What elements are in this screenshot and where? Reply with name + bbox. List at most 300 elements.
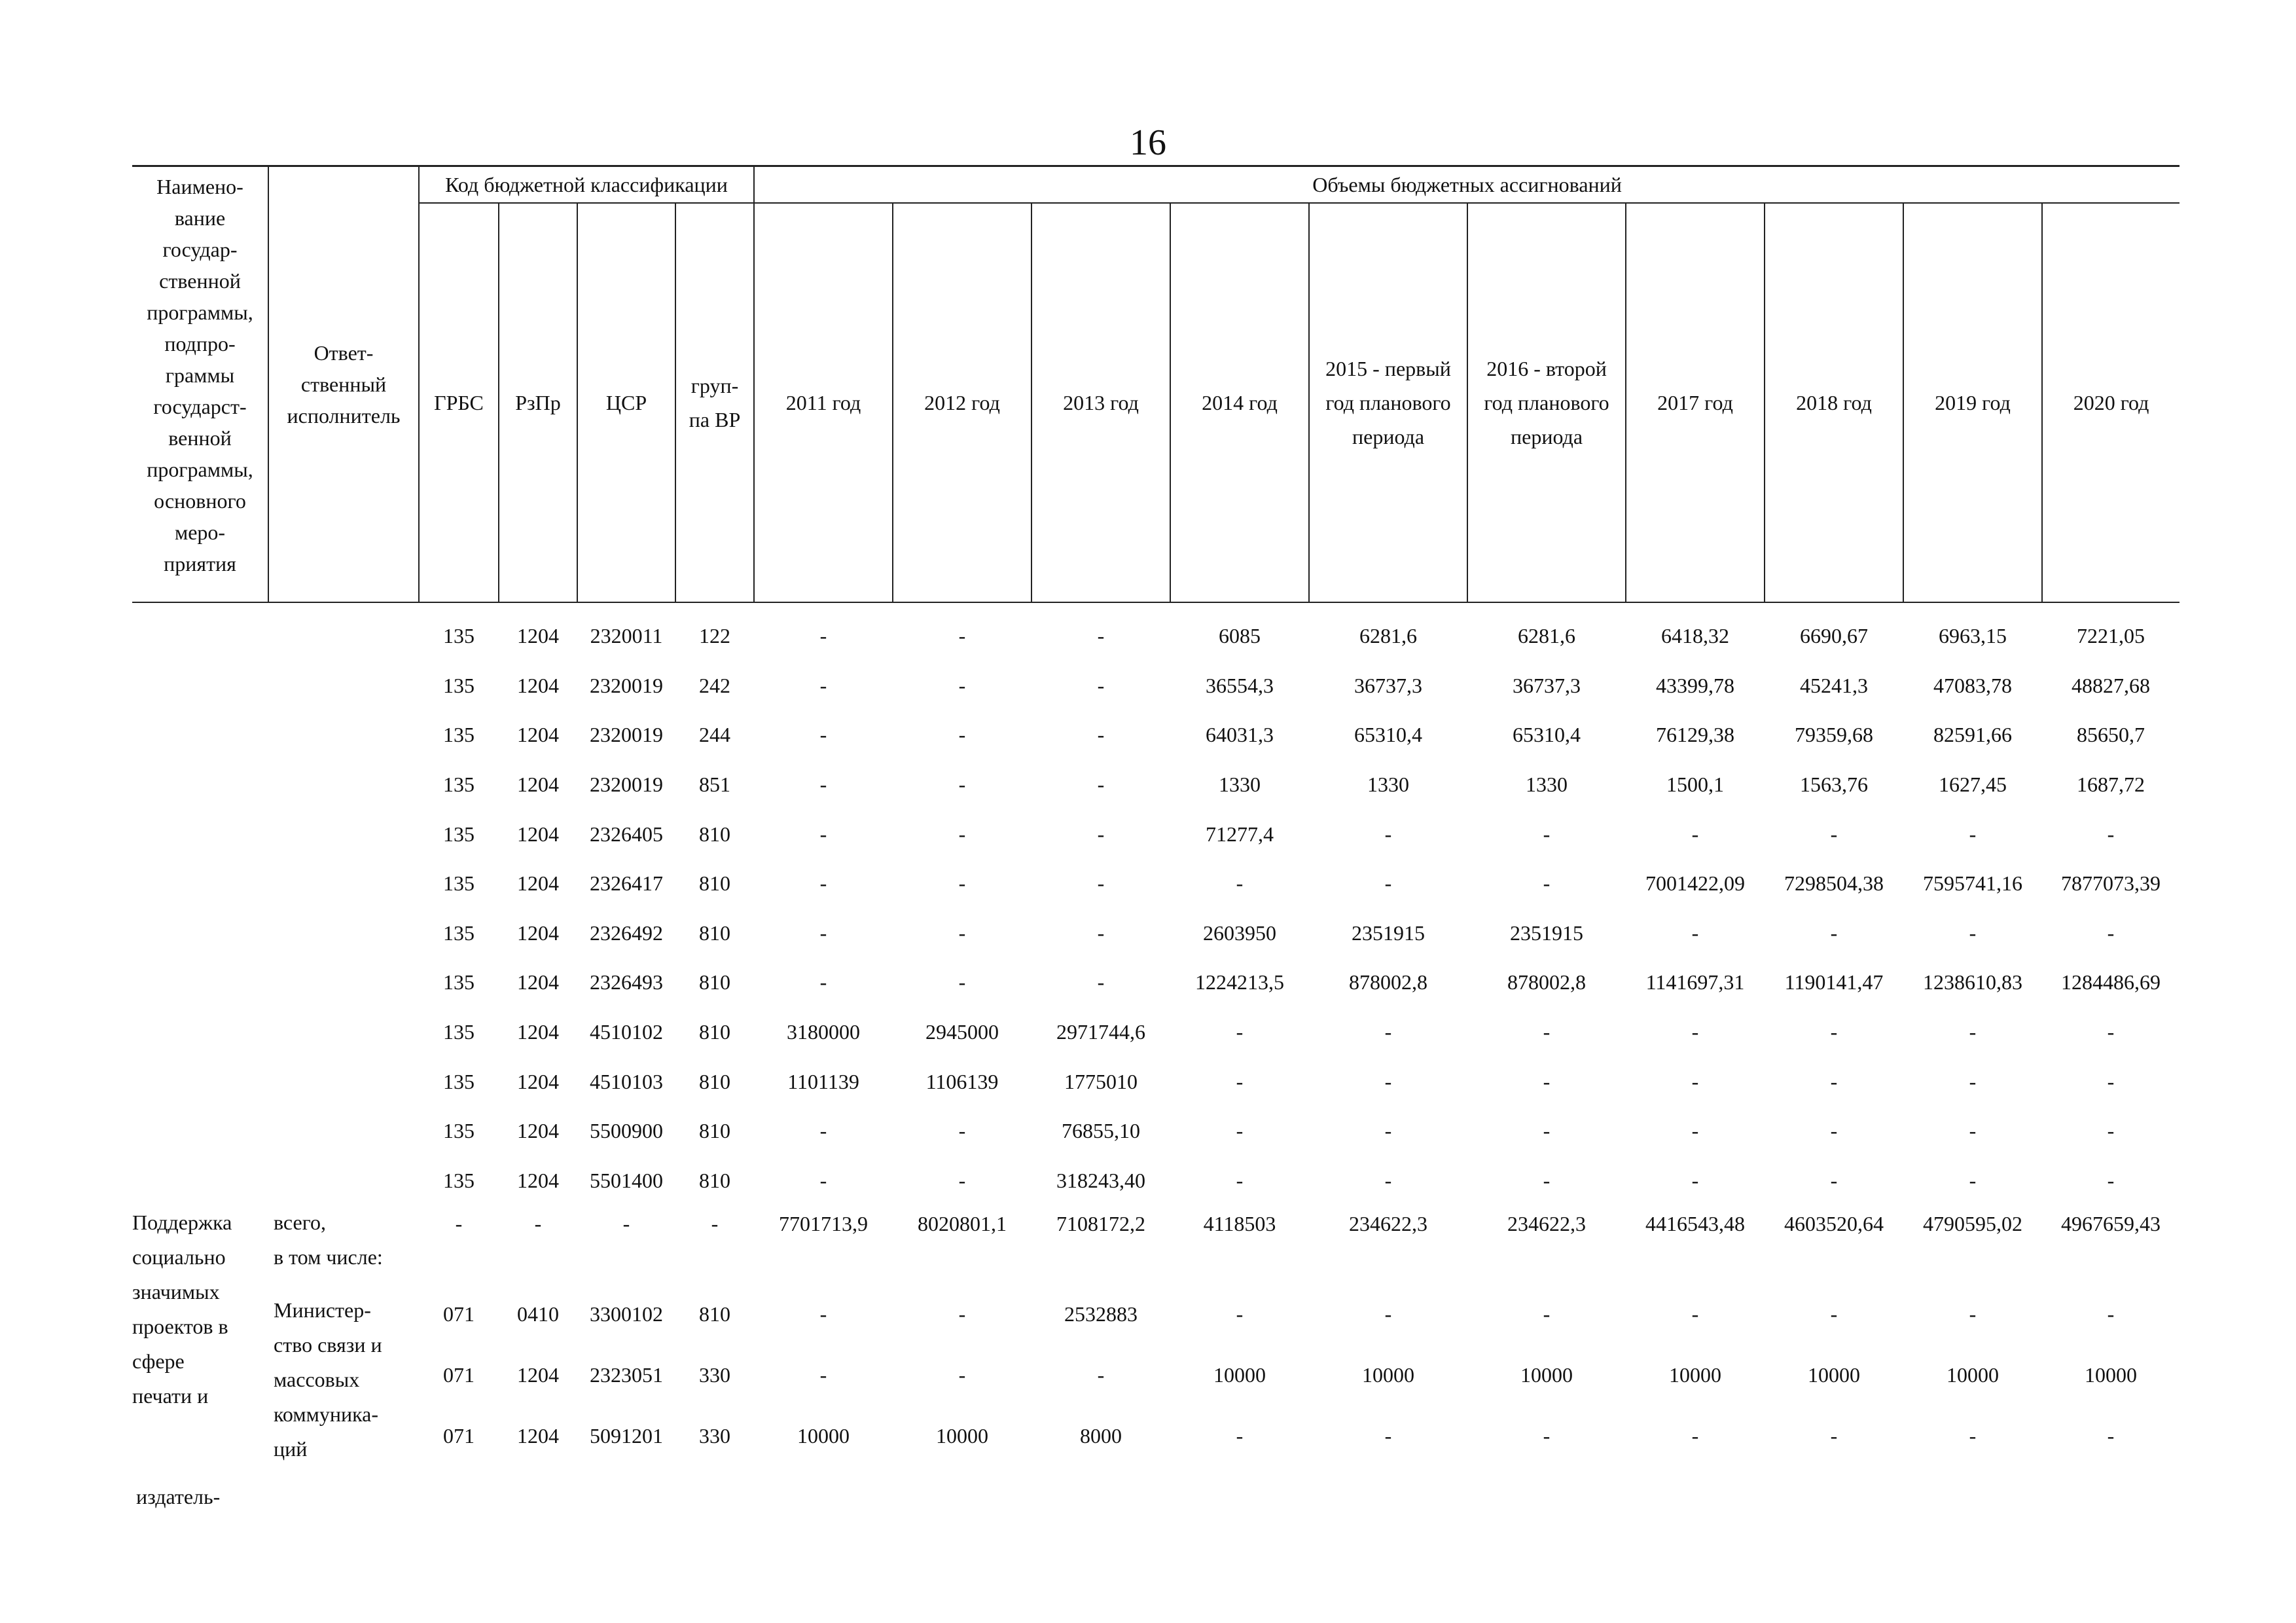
- table-cell: 1775010: [1064, 1069, 1138, 1093]
- table-cell: 2351915: [1510, 921, 1583, 945]
- table-cell: 7595741,16: [1923, 871, 2022, 896]
- table-cell: 2326493: [590, 970, 663, 994]
- empty-exec-cell: [268, 1106, 419, 1156]
- table-row: [132, 958, 2179, 1008]
- table-cell: 7877073,39: [2061, 871, 2161, 896]
- table-cell: 5091201: [590, 1424, 663, 1448]
- table-cell: -: [1097, 822, 1105, 846]
- table-cell: 1224213,5: [1195, 970, 1284, 994]
- header-year-col: [893, 203, 1031, 602]
- table-cell: 810: [699, 1302, 730, 1326]
- table-cell: 1204: [517, 1424, 559, 1448]
- table-cell: 1204: [517, 624, 559, 648]
- table-cell: 810: [699, 970, 730, 994]
- table-cell: 2320019: [590, 723, 663, 747]
- text-line: 2016 - второй: [1486, 357, 1607, 380]
- table-cell: -: [958, 1302, 966, 1326]
- empty-name-cell: [132, 611, 268, 661]
- table-cell: 48827,68: [2072, 673, 2150, 697]
- text-line: ций: [274, 1437, 308, 1461]
- table-cell: 810: [699, 921, 730, 945]
- text-line: периода: [1352, 425, 1425, 448]
- table-cell: 5501400: [590, 1168, 663, 1192]
- table-cell: 810: [699, 871, 730, 896]
- table-cell: -: [1236, 1302, 1244, 1326]
- header-code-col: [577, 203, 675, 602]
- table-cell: 244: [699, 723, 730, 747]
- table-cell: 6418,32: [1661, 624, 1729, 648]
- table-cell: -: [819, 1363, 827, 1387]
- table-cell: 1204: [517, 1069, 559, 1093]
- header-year-col: [1626, 203, 1765, 602]
- table-cell: 10000: [797, 1424, 850, 1448]
- table-cell: 2326405: [590, 822, 663, 846]
- table-cell: -: [819, 970, 827, 994]
- table-cell: 135: [443, 1069, 475, 1093]
- empty-exec-cell: [268, 1156, 419, 1206]
- text-line: ство связи и: [274, 1333, 382, 1357]
- text-line: исполнитель: [287, 404, 401, 428]
- header-year-col: [1903, 203, 2042, 602]
- header-code-group: Код бюджетной классификации: [419, 166, 754, 204]
- text-line: венной: [168, 426, 232, 450]
- table-cell: -: [1691, 1069, 1699, 1093]
- empty-name-cell: [132, 710, 268, 760]
- table-cell: 135: [443, 921, 475, 945]
- table-cell: 1204: [517, 871, 559, 896]
- table-cell: 135: [443, 970, 475, 994]
- table-cell: 135: [443, 673, 475, 697]
- table-cell: 330: [699, 1424, 730, 1448]
- table-cell: 2323051: [590, 1363, 663, 1387]
- table-cell: -: [1691, 1424, 1699, 1448]
- table-cell: 1204: [517, 1363, 559, 1387]
- table-row: [132, 1406, 2179, 1467]
- header-volume-group: Объемы бюджетных ассигнований: [754, 166, 2179, 204]
- table-cell: -: [958, 723, 966, 747]
- program-name-continued: издатель-: [136, 1485, 221, 1508]
- table-cell: 10000: [1808, 1363, 1860, 1387]
- table-cell: -: [958, 773, 966, 797]
- table-cell: 36737,3: [1513, 673, 1581, 697]
- table-cell: 4118503: [1203, 1212, 1276, 1236]
- table-cell: -: [958, 970, 966, 994]
- table-cell: 85650,7: [2077, 723, 2145, 747]
- table-row: [132, 661, 2179, 711]
- table-cell: -: [1830, 1119, 1838, 1143]
- table-cell: 76855,10: [1062, 1119, 1140, 1143]
- table-cell: -: [1384, 1119, 1392, 1143]
- table-cell: 2320019: [590, 773, 663, 797]
- table-cell: -: [819, 871, 827, 896]
- table-cell: 4967659,43: [2061, 1212, 2161, 1236]
- text-line: программы,: [147, 301, 253, 324]
- header-year-col: [1467, 203, 1626, 602]
- header-year-col: [1170, 203, 1309, 602]
- table-cell: -: [1691, 1020, 1699, 1044]
- table-cell: 7701713,9: [779, 1212, 868, 1236]
- table-cell: 135: [443, 1119, 475, 1143]
- text-line: государст-: [153, 395, 247, 418]
- empty-name-cell: [132, 1008, 268, 1057]
- table-cell: -: [455, 1212, 463, 1236]
- text-line: год планового: [1484, 391, 1609, 414]
- empty-name-cell: [132, 1057, 268, 1106]
- table-cell: -: [1384, 1020, 1392, 1044]
- table-cell: 4416543,48: [1645, 1212, 1745, 1236]
- text-line: 2012 год: [924, 391, 1000, 414]
- table-cell: 135: [443, 773, 475, 797]
- header-code-col: [499, 203, 577, 602]
- text-line: 2014 год: [1202, 391, 1278, 414]
- table-row: [132, 1106, 2179, 1156]
- table-cell: 4790595,02: [1923, 1212, 2022, 1236]
- text-line: приятия: [164, 552, 236, 575]
- table-cell: -: [1830, 822, 1838, 846]
- table-cell: 47083,78: [1933, 673, 2012, 697]
- table-row: [132, 1205, 2179, 1284]
- table-cell: 6281,6: [1359, 624, 1417, 648]
- table-cell: -: [2107, 1168, 2115, 1192]
- page-number: 16: [1130, 122, 1166, 163]
- table-cell: -: [1384, 1168, 1392, 1192]
- table-cell: -: [1236, 1069, 1244, 1093]
- table-cell: -: [958, 624, 966, 648]
- table-cell: 135: [443, 723, 475, 747]
- table-cell: 65310,4: [1513, 723, 1581, 747]
- table-cell: 810: [699, 1069, 730, 1093]
- table-cell: 1330: [1219, 773, 1261, 797]
- table-cell: -: [1969, 1302, 1977, 1326]
- text-line: па ВР: [689, 408, 741, 431]
- table-cell: -: [1969, 1020, 1977, 1044]
- table-cell: 3300102: [590, 1302, 663, 1326]
- table-cell: 0410: [517, 1302, 559, 1326]
- text-line: ЦСР: [605, 391, 647, 414]
- table-cell: 1330: [1367, 773, 1409, 797]
- table-cell: 4510102: [590, 1020, 663, 1044]
- table-cell: 1101139: [787, 1069, 859, 1093]
- table-row: [132, 760, 2179, 810]
- table-cell: -: [1236, 1168, 1244, 1192]
- table-cell: 1627,45: [1939, 773, 2007, 797]
- table-cell: 2320011: [590, 624, 663, 648]
- header-year-col: [1765, 203, 1903, 602]
- table-cell: 10000: [936, 1424, 988, 1448]
- table-cell: 135: [443, 822, 475, 846]
- table-cell: 135: [443, 1168, 475, 1192]
- table-cell: -: [1543, 1020, 1551, 1044]
- table-cell: -: [2107, 1020, 2115, 1044]
- table-cell: -: [1236, 1424, 1244, 1448]
- table-cell: 2971744,6: [1056, 1020, 1145, 1044]
- table-cell: 1141697,31: [1645, 970, 1745, 994]
- empty-exec-cell: [268, 859, 419, 909]
- data-table: [132, 611, 2179, 1467]
- table-cell: -: [819, 1302, 827, 1326]
- table-cell: 76129,38: [1656, 723, 1734, 747]
- text-line: 2015 - первый: [1325, 357, 1451, 380]
- text-line: социально: [132, 1245, 226, 1269]
- table-cell: -: [2107, 1424, 2115, 1448]
- text-line: РзПр: [515, 391, 561, 414]
- table-cell: 242: [699, 673, 730, 697]
- table-cell: 1563,76: [1800, 773, 1868, 797]
- header-name-column: [132, 166, 268, 603]
- table-cell: 135: [443, 871, 475, 896]
- table-cell: 64031,3: [1206, 723, 1274, 747]
- table-cell: -: [958, 1363, 966, 1387]
- empty-name-cell: [132, 909, 268, 958]
- table-cell: -: [1691, 822, 1699, 846]
- table-cell: 2320019: [590, 673, 663, 697]
- table-cell: 2351915: [1352, 921, 1425, 945]
- table-cell: -: [819, 773, 827, 797]
- table-cell: -: [1236, 871, 1244, 896]
- table-cell: 810: [699, 1020, 730, 1044]
- table-cell: -: [1097, 921, 1105, 945]
- text-line: печати и: [132, 1384, 209, 1408]
- table-cell: -: [1384, 1069, 1392, 1093]
- table-cell: -: [819, 822, 827, 846]
- table-row: [132, 1345, 2179, 1406]
- table-cell: -: [1969, 822, 1977, 846]
- text-line: государ-: [162, 238, 238, 261]
- text-line: коммуника-: [274, 1402, 378, 1427]
- empty-exec-cell: [268, 1057, 419, 1106]
- table-cell: 810: [699, 1119, 730, 1143]
- text-line: год планового: [1325, 391, 1451, 414]
- table-cell: 5500900: [590, 1119, 663, 1143]
- text-line: значимых: [132, 1280, 220, 1304]
- table-cell: -: [622, 1212, 630, 1236]
- empty-name-cell: [132, 859, 268, 909]
- header-code-col: [675, 203, 754, 602]
- table-cell: -: [819, 1119, 827, 1143]
- table-row: [132, 1156, 2179, 1206]
- table-cell: 122: [699, 624, 730, 648]
- table-cell: 1204: [517, 773, 559, 797]
- table-cell: 1204: [517, 673, 559, 697]
- table-cell: -: [819, 673, 827, 697]
- table-cell: 1204: [517, 822, 559, 846]
- text-line: ГРБС: [434, 391, 484, 414]
- table-cell: 1204: [517, 1020, 559, 1044]
- table-cell: 10000: [1213, 1363, 1266, 1387]
- table-row: [132, 859, 2179, 909]
- table-cell: 43399,78: [1656, 673, 1734, 697]
- text-line: меро-: [174, 520, 226, 544]
- header-year-col: [2042, 203, 2179, 602]
- table-cell: -: [1969, 1168, 1977, 1192]
- table-cell: 1204: [517, 1168, 559, 1192]
- table-cell: 6963,15: [1939, 624, 2007, 648]
- text-line: Министер-: [274, 1298, 371, 1322]
- table-cell: -: [2107, 1069, 2115, 1093]
- text-line: основного: [154, 489, 246, 513]
- table-cell: 2326492: [590, 921, 663, 945]
- table-cell: -: [819, 723, 827, 747]
- text-line: сфере: [132, 1349, 185, 1374]
- table-cell: 71277,4: [1206, 822, 1274, 846]
- text-line: в том числе:: [274, 1245, 383, 1269]
- text-line: 2019 год: [1935, 391, 2011, 414]
- header-year-col: [754, 203, 893, 602]
- table-cell: -: [1830, 921, 1838, 945]
- table-cell: 7221,05: [2077, 624, 2145, 648]
- table-row: [132, 1057, 2179, 1106]
- table-cell: -: [958, 921, 966, 945]
- table-cell: -: [2107, 822, 2115, 846]
- table-cell: -: [1236, 1119, 1244, 1143]
- table-cell: -: [1384, 1424, 1392, 1448]
- table-cell: 878002,8: [1349, 970, 1427, 994]
- table-cell: -: [534, 1212, 542, 1236]
- table-cell: -: [1543, 871, 1551, 896]
- table-cell: 8000: [1080, 1424, 1122, 1448]
- table-cell: -: [1543, 1424, 1551, 1448]
- table-cell: 1204: [517, 921, 559, 945]
- table-cell: -: [1384, 871, 1392, 896]
- table-cell: 1106139: [925, 1069, 999, 1093]
- table-cell: -: [1543, 1069, 1551, 1093]
- table-cell: -: [1097, 970, 1105, 994]
- table-cell: 851: [699, 773, 730, 797]
- table-cell: 2945000: [925, 1020, 999, 1044]
- table-cell: -: [711, 1212, 719, 1236]
- table-cell: 36737,3: [1354, 673, 1422, 697]
- table-cell: 10000: [1362, 1363, 1414, 1387]
- header-table: [132, 165, 2179, 603]
- empty-exec-cell: [268, 760, 419, 810]
- table-cell: -: [958, 673, 966, 697]
- text-line: всего,: [274, 1211, 327, 1235]
- table-cell: 3180000: [787, 1020, 860, 1044]
- table-cell: -: [819, 1168, 827, 1192]
- table-cell: 4510103: [590, 1069, 663, 1093]
- empty-exec-cell: [268, 809, 419, 859]
- table-cell: 234622,3: [1507, 1212, 1586, 1236]
- header-year-col: [1031, 203, 1170, 602]
- table-cell: -: [1830, 1168, 1838, 1192]
- table-cell: -: [958, 1168, 966, 1192]
- table-cell: 1238610,83: [1923, 970, 2022, 994]
- table-cell: 810: [699, 822, 730, 846]
- table-cell: -: [1384, 822, 1392, 846]
- text-line: вание: [174, 206, 226, 230]
- table-cell: -: [1830, 1302, 1838, 1326]
- table-cell: -: [1543, 822, 1551, 846]
- table-cell: -: [1543, 1119, 1551, 1143]
- table-cell: 330: [699, 1363, 730, 1387]
- table-cell: 1190141,47: [1784, 970, 1884, 994]
- empty-name-cell: [132, 1106, 268, 1156]
- empty-name-cell: [132, 760, 268, 810]
- table-cell: 45241,3: [1800, 673, 1868, 697]
- table-cell: 1500,1: [1666, 773, 1724, 797]
- text-line: подпро-: [164, 332, 236, 356]
- table-cell: 2603950: [1203, 921, 1276, 945]
- text-line: Поддержка: [132, 1211, 232, 1235]
- text-line: 2018 год: [1796, 391, 1872, 414]
- table-cell: 10000: [1520, 1363, 1573, 1387]
- table-cell: -: [958, 822, 966, 846]
- table-cell: 318243,40: [1056, 1168, 1145, 1192]
- header-code-col: [419, 203, 499, 602]
- table-cell: -: [958, 1119, 966, 1143]
- table-cell: -: [1830, 1069, 1838, 1093]
- table-cell: 36554,3: [1206, 673, 1274, 697]
- table-row: [132, 809, 2179, 859]
- table-cell: 2326417: [590, 871, 663, 896]
- table-cell: 1330: [1526, 773, 1568, 797]
- table-cell: -: [1691, 1168, 1699, 1192]
- empty-name-cell: [132, 958, 268, 1008]
- text-line: Наимено-: [156, 175, 243, 198]
- header-executor-column: [268, 166, 419, 603]
- table-cell: 4603520,64: [1784, 1212, 1884, 1236]
- table-cell: -: [1097, 673, 1105, 697]
- text-line: 2013 год: [1063, 391, 1139, 414]
- table-cell: -: [1097, 773, 1105, 797]
- table-cell: -: [1830, 1020, 1838, 1044]
- table-cell: 1204: [517, 723, 559, 747]
- empty-name-cell: [132, 1156, 268, 1206]
- table-cell: -: [819, 921, 827, 945]
- empty-name-cell: [132, 809, 268, 859]
- table-cell: 071: [443, 1302, 475, 1326]
- table-cell: 1204: [517, 1119, 559, 1143]
- table-cell: 071: [443, 1363, 475, 1387]
- text-line: массовых: [274, 1368, 360, 1392]
- table-cell: 234622,3: [1349, 1212, 1427, 1236]
- table-cell: -: [1384, 1302, 1392, 1326]
- table-cell: 65310,4: [1354, 723, 1422, 747]
- table-cell: -: [1097, 723, 1105, 747]
- total-executor: [268, 1205, 419, 1284]
- table-row: [132, 1008, 2179, 1057]
- table-cell: -: [1097, 624, 1105, 648]
- table-cell: -: [1097, 871, 1105, 896]
- table-cell: 810: [699, 1168, 730, 1192]
- table-cell: 071: [443, 1424, 475, 1448]
- table-cell: 6085: [1219, 624, 1261, 648]
- table-cell: -: [1543, 1302, 1551, 1326]
- empty-name-cell: [132, 661, 268, 711]
- table-cell: -: [1969, 1424, 1977, 1448]
- table-cell: 878002,8: [1507, 970, 1586, 994]
- table-cell: 135: [443, 624, 475, 648]
- table-cell: -: [1097, 1363, 1105, 1387]
- table-cell: 7001422,09: [1645, 871, 1745, 896]
- header-year-col: [1309, 203, 1467, 602]
- table-cell: 1687,72: [2077, 773, 2145, 797]
- table-cell: 10000: [1946, 1363, 1999, 1387]
- table-row: [132, 710, 2179, 760]
- table-row: [132, 1284, 2179, 1345]
- table-cell: -: [2107, 1119, 2115, 1143]
- ministry-executor: [268, 1284, 419, 1467]
- text-line: 2020 год: [2073, 391, 2149, 414]
- text-line: 2011 год: [785, 391, 861, 414]
- text-line: граммы: [165, 363, 235, 387]
- table-cell: -: [819, 624, 827, 648]
- table-cell: -: [958, 871, 966, 896]
- table-cell: -: [1830, 1424, 1838, 1448]
- table-cell: -: [1969, 921, 1977, 945]
- table-cell: 10000: [1669, 1363, 1721, 1387]
- table-row: [132, 611, 2179, 661]
